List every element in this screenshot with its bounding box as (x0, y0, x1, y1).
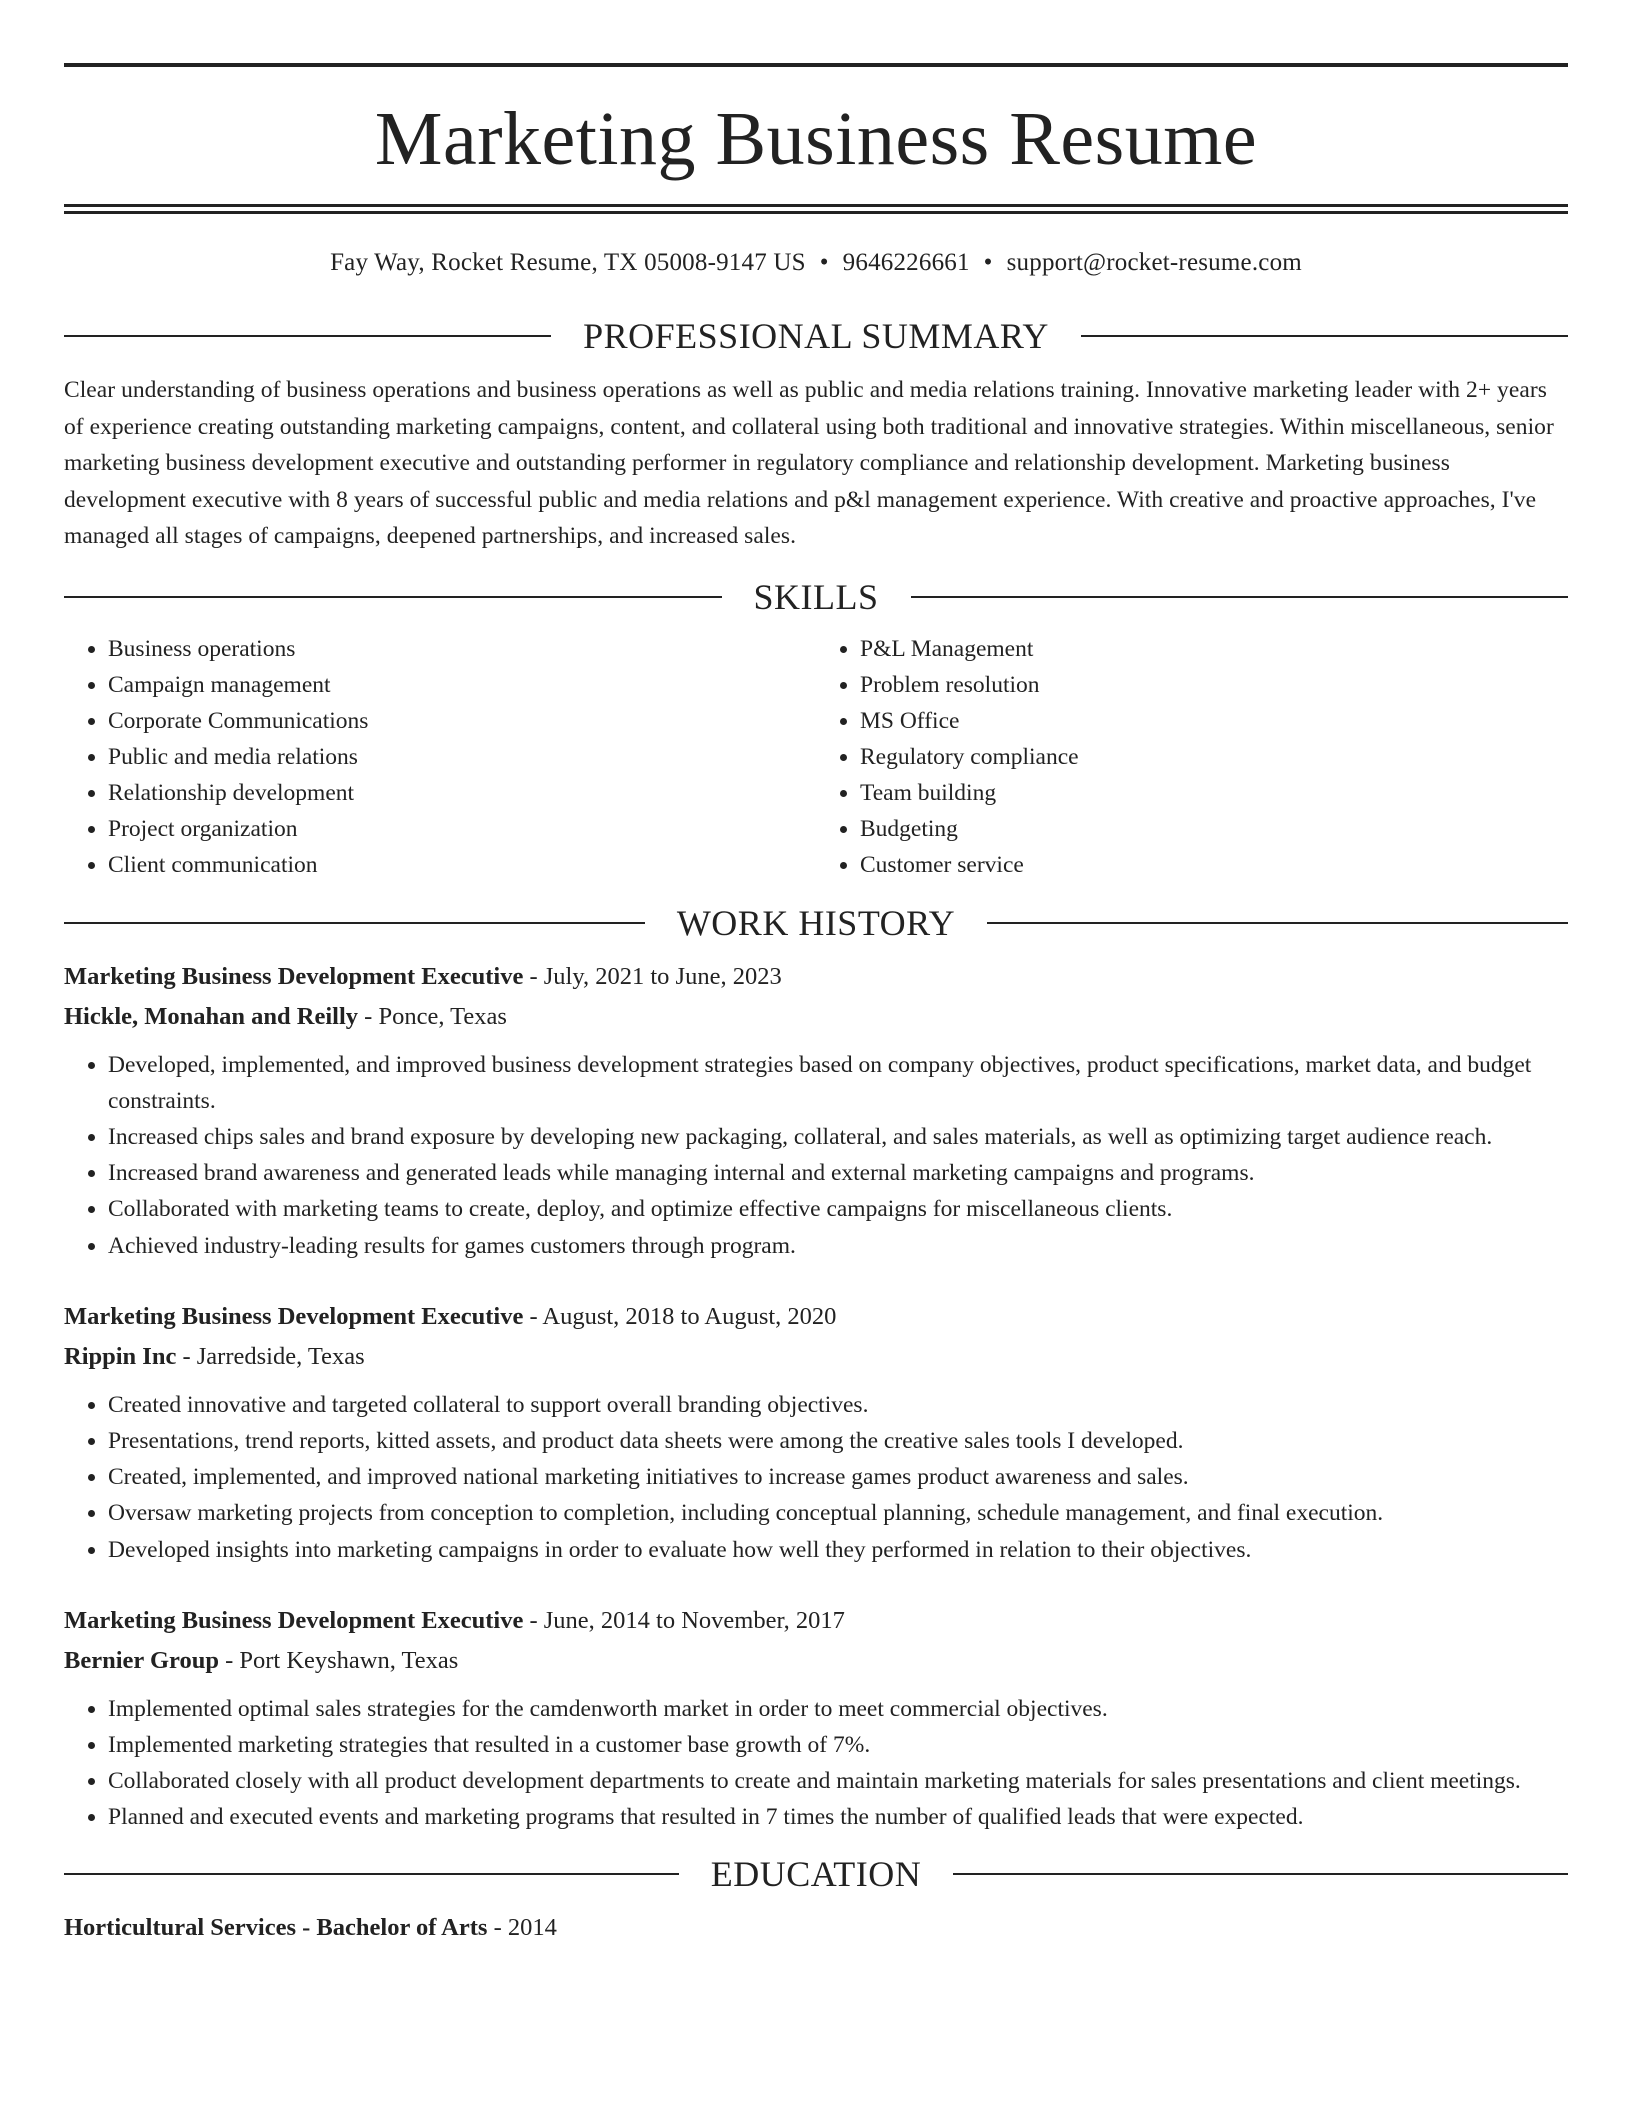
skill-item: • P&L Management (860, 631, 1568, 667)
job-company: Hickle, Monahan and Reilly (64, 1002, 359, 1030)
section-heading-skills (64, 575, 1568, 619)
job-bullet: • Achieved industry-leading results for games customers through program. (108, 1228, 1568, 1264)
contact-separator: • (819, 249, 829, 276)
job-bullet: • Developed insights into marketing campaigns in order to evaluate how well they performed in relation to their objectives. (108, 1532, 1568, 1568)
job-company-line (64, 1337, 1568, 1377)
resume-page (64, 63, 1568, 1948)
job-bullet: • Created, implemented, and improved national marketing initiatives to increase games product awareness and sales. (108, 1459, 1568, 1495)
job-entry (64, 1601, 1568, 1836)
job-dates: - August, 2018 to August, 2020 (523, 1302, 837, 1330)
contact-phone: 9646226661 (842, 249, 970, 276)
contact-email: support@rocket-resume.com (1006, 249, 1302, 276)
job-company-line (64, 1641, 1568, 1681)
education-year: - 2014 (487, 1913, 557, 1941)
skill-item: • Budgeting (860, 811, 1568, 847)
job-title: Marketing Business Development Executive (64, 1606, 524, 1634)
section-heading-summary (64, 314, 1568, 358)
skills-list (64, 631, 1568, 883)
job-location: - Ponce, Texas (358, 1002, 507, 1030)
section-heading-label: SKILLS (753, 576, 879, 617)
professional-summary-text: Clear understanding of business operations and business operations as well as public and media relations training. Innovative marketing leader with 2+ years of experience creating outstanding marketing campaigns, content, and collateral using both traditional and innovative strategies. Within miscellaneous, senior marketing business development executive and outstanding performer in regulatory compliance and relationship development. Marketing business development executive with 8 years of successful public and media relations and p&l management experience. With creative and proactive approaches, I've managed all stages of campaigns, deepened partnerships, and increased sales. (64, 377, 1554, 549)
skill-item: • Team building (860, 775, 1568, 811)
skill-item: • Business operations (108, 631, 816, 667)
job-bullet: • Presentations, trend reports, kitted assets, and product data sheets were among the creative sales tools I developed. (108, 1423, 1568, 1459)
job-title: Marketing Business Development Executive (64, 962, 524, 990)
job-bullet: • Planned and executed events and marketing programs that resulted in 7 times the number of qualified leads that were expected. (108, 1799, 1568, 1835)
job-company: Rippin Inc (64, 1342, 177, 1370)
skill-item: • Public and media relations (108, 739, 816, 775)
job-company: Bernier Group (64, 1646, 219, 1674)
job-bullets (64, 1387, 1568, 1568)
job-bullet: • Oversaw marketing projects from conception to completion, including conceptual planning, schedule management, and final execution. (108, 1495, 1568, 1531)
skill-item: • Customer service (860, 847, 1568, 883)
job-bullet: • Increased brand awareness and generated leads while managing internal and external marketing campaigns and programs. (108, 1155, 1568, 1191)
education-degree: Horticultural Services - Bachelor of Arts (64, 1913, 488, 1941)
job-dates: - July, 2021 to June, 2023 (523, 962, 782, 990)
job-bullet: • Collaborated with marketing teams to create, deploy, and optimize effective campaigns for miscellaneous clients. (108, 1191, 1568, 1227)
job-entry (64, 957, 1568, 1264)
contact-separator: • (983, 249, 993, 276)
skill-item: • Relationship development (108, 775, 816, 811)
job-location: - Port Keyshawn, Texas (218, 1646, 459, 1674)
title-double-rule (64, 204, 1568, 214)
job-bullet: • Implemented marketing strategies that resulted in a customer base growth of 7%. (108, 1727, 1568, 1763)
section-heading-education (64, 1852, 1568, 1896)
top-rule (64, 63, 1568, 67)
job-bullet: • Developed, implemented, and improved business development strategies based on company objectives, product specifications, market data, and budget constraints. (108, 1047, 1568, 1119)
skills-column-right (816, 631, 1568, 883)
job-dates: - June, 2014 to November, 2017 (523, 1606, 845, 1634)
skill-item: • Problem resolution (860, 667, 1568, 703)
job-bullet: • Increased chips sales and brand exposure by developing new packaging, collateral, and sales materials, as well as optimizing target audience reach. (108, 1119, 1568, 1155)
job-bullet: • Created innovative and targeted collateral to support overall branding objectives. (108, 1387, 1568, 1423)
section-heading-label: EDUCATION (710, 1853, 922, 1894)
skill-item: • Corporate Communications (108, 703, 816, 739)
resume-title: Marketing Business Resume (374, 97, 1258, 181)
skill-item: • MS Office (860, 703, 1568, 739)
job-title-line (64, 1601, 1568, 1641)
job-bullets (64, 1047, 1568, 1264)
job-title-line (64, 957, 1568, 997)
education-entry (64, 1908, 1568, 1948)
skill-item: • Client communication (108, 847, 816, 883)
contact-address: Fay Way, Rocket Resume, TX 05008-9147 US (330, 249, 806, 276)
job-company-line (64, 997, 1568, 1037)
section-heading-work (64, 901, 1568, 945)
job-title: Marketing Business Development Executive (64, 1302, 524, 1330)
job-bullet: • Implemented optimal sales strategies for the camdenworth market in order to meet commercial objectives. (108, 1691, 1568, 1727)
skills-column-left (64, 631, 816, 883)
skill-item: • Regulatory compliance (860, 739, 1568, 775)
job-bullet: • Collaborated closely with all product development departments to create and maintain marketing materials for sales presentations and client meetings. (108, 1763, 1568, 1799)
skill-item: • Campaign management (108, 667, 816, 703)
job-entry (64, 1297, 1568, 1568)
section-heading-label: WORK HISTORY (676, 902, 956, 943)
skill-item: • Project organization (108, 811, 816, 847)
job-title-line (64, 1297, 1568, 1337)
job-location: - Jarredside, Texas (176, 1342, 365, 1370)
section-heading-label: PROFESSIONAL SUMMARY (583, 316, 1049, 356)
contact-line (64, 248, 1568, 278)
job-bullets (64, 1691, 1568, 1836)
